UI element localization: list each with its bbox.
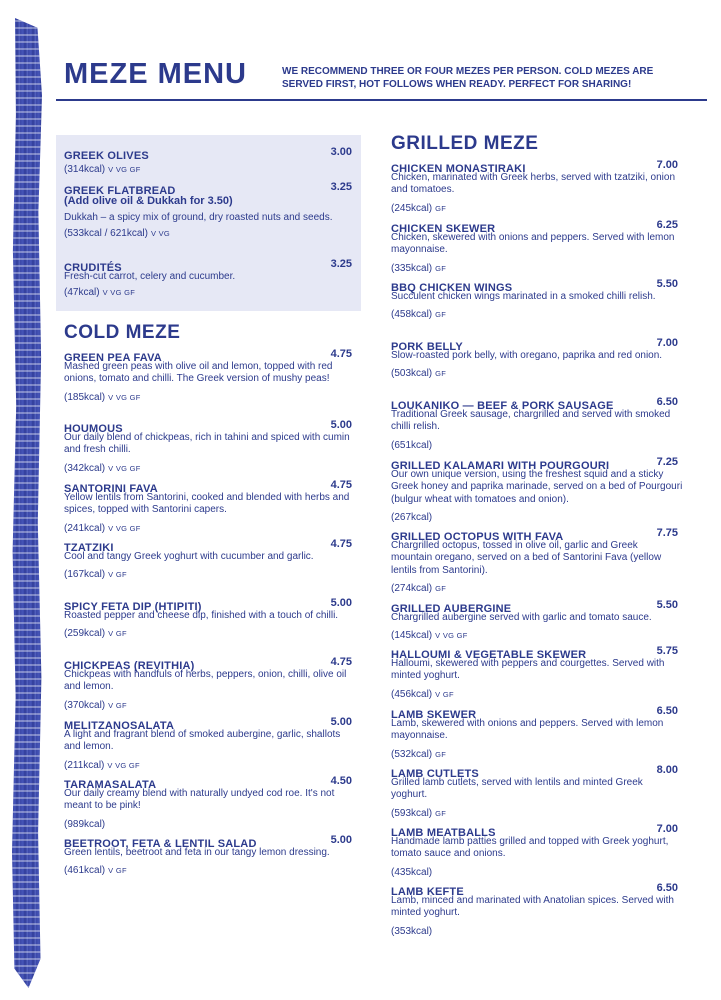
menu-item	[64, 479, 352, 534]
page-title: MEZE MENU	[64, 58, 247, 90]
item-kcal: (259kcal)	[64, 628, 106, 640]
item-name: LOUKANIKO — BEEF & PORK SAUSAGE	[391, 400, 614, 412]
item-description: Dukkah – a spicy mix of ground, dry roasted nuts and seeds.	[64, 212, 333, 223]
section-title-grilled: GRILLED MEZE	[391, 133, 539, 154]
item-description: Fresh-cut carrot, celery and cucumber.	[64, 271, 236, 282]
item-kcal: (335kcal)	[391, 262, 433, 274]
right-column	[391, 0, 683, 1000]
item-description: Halloumi, skewered with peppers and courgettes. Served with minted yoghurt.	[391, 658, 665, 682]
item-description: Our daily blend of chickpeas, rich in tahini and spiced with cumin and fresh chilli.	[64, 432, 350, 456]
menu-item	[391, 456, 683, 524]
item-description: Grilled lamb cutlets, served with lentils and minted Greek yoghurt.	[391, 777, 643, 801]
menu-item	[391, 764, 678, 819]
item-price: 6.50	[656, 705, 678, 717]
item-kcal: (274kcal)	[391, 583, 433, 595]
menu-item	[64, 834, 352, 876]
menu-item-crudites	[64, 258, 352, 298]
item-kcal: (532kcal)	[391, 748, 433, 760]
item-kcal: (342kcal)	[64, 462, 106, 474]
item-kcal: (503kcal)	[391, 368, 433, 380]
item-description: Chargrilled octopus, tossed in olive oil, garlic and Greek mountain oregano, served on a bed of Santorini Fava (yellow lentils from Santorini).	[391, 540, 662, 576]
item-diet: V VG GF	[108, 463, 141, 473]
item-diet: GF	[435, 310, 447, 320]
item-name: GREEN PEA FAVA	[64, 352, 162, 364]
item-diet: V VG GF	[108, 165, 141, 174]
item-subtitle: (Add olive oil & Dukkah for 3.50)	[64, 195, 233, 207]
item-price: 4.75	[330, 538, 352, 550]
item-name: LAMB SKEWER	[391, 709, 477, 721]
item-diet: V GF	[108, 570, 127, 580]
header-note: WE RECOMMEND THREE OR FOUR MEZES PER PERSON. COLD MEZES ARE SERVED FIRST, HOT FOLLOWS WHEN READY. PERFECT FOR SHARING!	[282, 66, 654, 90]
item-description: Lamb, minced and marinated with Anatolian spices. Served with minted yoghurt.	[391, 895, 674, 919]
item-description: Green lentils, beetroot and feta in our tangy lemon dressing.	[64, 847, 330, 858]
item-price: 4.75	[330, 656, 352, 668]
item-kcal: (185kcal)	[64, 391, 106, 403]
item-diet: V VG	[150, 229, 171, 239]
item-name: CHICKEN SKEWER	[391, 223, 496, 235]
item-kcal: (245kcal)	[391, 202, 433, 214]
item-kcal: (241kcal)	[64, 522, 106, 534]
item-price: 5.00	[330, 834, 352, 846]
item-price: 8.00	[656, 764, 678, 776]
item-kcal: (456kcal)	[391, 688, 433, 700]
section-title-cold: COLD MEZE	[64, 322, 181, 343]
item-price: 4.75	[330, 479, 352, 491]
menu-item	[64, 716, 352, 771]
item-kcal: (651kcal)	[391, 439, 433, 451]
item-kcal: (47kcal)	[64, 287, 100, 299]
item-price: 5.00	[330, 597, 352, 609]
item-kcal: (167kcal)	[64, 569, 106, 581]
item-diet: GF	[435, 808, 447, 818]
item-name: SPICY FETA DIP (HTIPITI)	[64, 601, 202, 613]
item-name: PORK BELLY	[391, 341, 463, 353]
item-description: Traditional Greek sausage, chargrilled and served with smoked chilli relish.	[391, 409, 671, 433]
item-price: 7.25	[656, 456, 678, 468]
item-name: HALLOUMI & VEGETABLE SKEWER	[391, 649, 587, 661]
item-name: LAMB MEATBALLS	[391, 827, 496, 839]
item-kcal: (314kcal)	[64, 164, 106, 175]
item-description: Roasted pepper and cheese dip, finished with a touch of chilli.	[64, 610, 339, 621]
item-name: GRILLED OCTOPUS WITH FAVA	[391, 531, 564, 543]
menu-item	[391, 337, 678, 379]
item-description: Mashed green peas with olive oil and lemon, topped with red onions, tomato and chilli. The Greek version of mushy peas!	[64, 361, 333, 385]
menu-item	[64, 656, 352, 711]
item-diet: V VG GF	[102, 288, 136, 298]
item-name: TZATZIKI	[64, 542, 114, 554]
item-name: TARAMASALATA	[64, 779, 157, 791]
item-description: Lamb, skewered with onions and peppers. Served with lemon mayonnaise.	[391, 718, 664, 742]
menu-item	[391, 278, 678, 320]
menu-item	[391, 159, 678, 214]
item-price: 4.50	[330, 775, 352, 787]
item-price: 5.50	[656, 599, 678, 611]
item-price: 5.50	[656, 278, 678, 290]
item-kcal: (435kcal)	[391, 866, 433, 878]
menu-item	[64, 419, 352, 474]
item-price: 3.00	[330, 146, 352, 158]
item-name: GREEK FLATBREAD	[64, 185, 176, 197]
item-name: CHICKEN MONASTIRAKI	[391, 163, 526, 175]
item-diet: V GF	[108, 629, 127, 639]
item-price: 5.75	[656, 645, 678, 657]
item-price: 6.50	[656, 396, 678, 408]
menu-item	[64, 597, 352, 639]
item-diet: GF	[435, 369, 447, 379]
item-diet: V VG GF	[435, 631, 468, 641]
item-kcal: (211kcal)	[64, 759, 105, 771]
item-description: Chickpeas with handfuls of herbs, peppers, onion, chilli, olive oil and lemon.	[64, 669, 347, 693]
item-kcal: (370kcal)	[64, 699, 106, 711]
item-description: Yellow lentils from Santorini, cooked and blended with herbs and spices, topped with Santorini capers.	[64, 492, 350, 516]
item-diet: V VG GF	[108, 523, 141, 533]
menu-item-greek-flatbread	[64, 181, 352, 239]
item-diet: V GF	[435, 689, 454, 699]
item-kcal: (461kcal)	[64, 865, 106, 877]
item-description: A light and fragrant blend of smoked aubergine, garlic, shallots and lemon.	[64, 729, 341, 753]
item-diet: V VG GF	[107, 760, 140, 770]
item-kcal: (267kcal)	[391, 512, 433, 524]
item-name: GRILLED AUBERGINE	[391, 603, 512, 615]
menu-item	[391, 599, 678, 641]
item-description: Handmade lamb patties grilled and topped with Greek yoghurt, tomato sauce and onions.	[391, 836, 669, 860]
brush-stroke-decoration	[12, 18, 42, 988]
menu-item	[391, 645, 678, 700]
item-name: BBQ CHICKEN WINGS	[391, 282, 513, 294]
menu-item-greek-olives	[64, 146, 352, 175]
item-name: CHICKPEAS (REVITHIA)	[64, 660, 195, 672]
item-kcal: (989kcal)	[64, 818, 106, 830]
item-diet: GF	[435, 263, 447, 273]
item-diet: V VG GF	[108, 392, 141, 402]
menu-item	[391, 219, 678, 274]
item-name: BEETROOT, FETA & LENTIL SALAD	[64, 838, 257, 850]
item-description: Chargrilled aubergine served with garlic and tomato sauce.	[391, 612, 652, 623]
item-kcal: (353kcal)	[391, 925, 433, 937]
item-diet: V GF	[108, 700, 127, 710]
item-price: 7.75	[656, 527, 678, 539]
item-description: Cool and tangy Greek yoghurt with cucumber and garlic.	[64, 551, 314, 562]
item-diet: V GF	[108, 866, 127, 876]
item-diet: GF	[435, 203, 447, 213]
menu-item	[64, 775, 352, 830]
item-name: CRUDITÉS	[64, 262, 122, 274]
item-description: Chicken, skewered with onions and peppers. Served with lemon mayonnaise.	[391, 232, 675, 256]
item-price: 7.00	[656, 159, 678, 171]
menu-item	[391, 823, 678, 878]
item-price: 7.00	[656, 823, 678, 835]
item-diet: GF	[435, 749, 447, 759]
item-kcal: (593kcal)	[391, 807, 433, 819]
item-price: 3.25	[330, 181, 352, 193]
item-name: LAMB KEFTE	[391, 886, 464, 898]
item-description: Succulent chicken wings marinated in a smoked chilli relish.	[391, 291, 656, 302]
item-diet: GF	[435, 584, 447, 594]
item-name: SANTORINI FAVA	[64, 483, 158, 495]
item-price: 3.25	[330, 258, 352, 270]
item-kcal: (145kcal)	[391, 630, 433, 642]
item-price: 4.75	[330, 348, 352, 360]
item-kcal: (458kcal)	[391, 309, 433, 321]
item-name: MELITZANOSALATA	[64, 720, 175, 732]
menu-item	[391, 705, 678, 760]
item-name: LAMB CUTLETS	[391, 768, 479, 780]
menu-item	[391, 882, 678, 937]
item-description: Slow-roasted pork belly, with oregano, paprika and red onion.	[391, 350, 663, 361]
item-name: HOUMOUS	[64, 423, 123, 435]
item-price: 5.00	[330, 716, 352, 728]
menu-item	[391, 396, 678, 451]
menu-item	[391, 527, 678, 594]
item-description: Our own unique version, using the freshest squid and a sticky Greek honey and paprika marinade, served on a bed of Pourgouri (bulgur wheat with tomatoes and onion).	[391, 469, 683, 505]
item-description: Our daily creamy blend with naturally undyed cod roe. It's not meant to be pink!	[64, 788, 335, 812]
menu-item	[64, 348, 352, 403]
item-price: 6.50	[656, 882, 678, 894]
menu-item	[64, 538, 352, 580]
item-kcal: (533kcal / 621kcal)	[64, 228, 148, 240]
item-name: GREEK OLIVES	[64, 150, 149, 162]
item-price: 5.00	[330, 419, 352, 431]
item-price: 6.25	[656, 219, 678, 231]
item-name: GRILLED KALAMARI WITH POURGOURI	[391, 460, 610, 472]
item-description: Chicken, marinated with Greek herbs, served with tzatziki, onion and tomatoes.	[391, 172, 676, 196]
left-column	[64, 0, 352, 1000]
item-price: 7.00	[656, 337, 678, 349]
